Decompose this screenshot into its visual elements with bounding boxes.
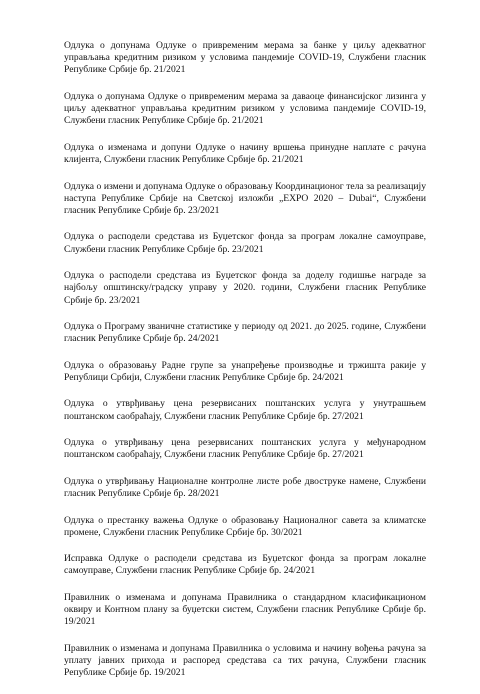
list-item: Одлука о расподели средстава из Буџетског фонда за програм локалне самоуправе, Службени гласник Републике Србије бр. 23/2021 [64, 231, 426, 255]
list-item: Одлука о образовању Радне групе за унапређење производње и тржишта ракије у Републици Србији, Службени гласник Републике Србије бр. 24/2021 [64, 359, 426, 383]
list-item: Одлука о допунама Одлуке о привременим мерама за банке у циљу адекватног управљања кредитним ризиком у условима пандемије COVID-19, Службени гласник Републике Србије бр. 21/2021 [64, 40, 426, 76]
list-item: Правилник о изменама и допунама Правилника о стандардном класификационом оквиру и Контном плану за буџетски систем, Службени гласник Републике Србије бр. 19/2021 [64, 591, 426, 628]
list-item: Одлука о изменама и допуни Одлуке о начину вршења принудне наплате с рачуна клијента, Службени гласник Републике Србије бр. 21/2021 [64, 141, 426, 166]
list-item: Одлука о утврђивању Националне контролне листе робе двоструке намене, Службени гласник Републике Србије бр. 28/2021 [64, 475, 426, 500]
list-item: Одлука о допунама Одлуке о привременим мерама за даваоце финансијског лизинга у циљу адекватног управљања кредитним ризиком у условима пандемије COVID-19, Службени гласник Републике Србије бр. 21/2021 [64, 90, 426, 127]
list-item: Одлука о утврђивању цена резервисаних поштанских услуга у унутрашњем поштанском саобраћају, Службени гласник Републике Србије бр. 27/2021 [64, 398, 426, 422]
entry-list [64, 40, 426, 694]
list-item: Одлука о расподели средстава из Буџетског фонда за доделу годишње награде за најбољу општинску/градску управу у 2020. години, Службени гласник Републике Србије бр. 23/2021 [64, 270, 426, 306]
list-item: Одлука о Програму званичне статистике у периоду од 2021. до 2025. године, Службени гласник Републике Србије бр. 24/2021 [64, 321, 426, 345]
list-item: Одлука о престанку важења Одлуке о образовању Националног савета за климатске промене, Службени гласник Републике Србије бр. 30/2021 [64, 514, 426, 538]
list-item: Одлука о измени и допунама Одлуке о образовању Координационог тела за реализацију наступа Републике Србије на Светској изложби „EXPO 2020 – Dubai“, Службени гласник Републике Србије бр. 23/2021 [64, 180, 426, 216]
list-item: Исправка Одлуке о расподели средстава из Буџетског фонда за програм локалне самоуправе, Службени гласник Републике Србије бр. 24/2021 [64, 553, 426, 577]
list-item: Одлука о утврђивању цена резервисаних поштанских услуга у међународном поштанском саобраћају, Службени гласник Републике Србије бр. 27/2021 [64, 437, 426, 461]
list-item: Правилник о изменама и допунама Правилника о условима и начину вођења рачуна за уплату јавних прихода и распоред средстава са тих рачуна, Службени гласник Републике Србије бр. 19/2021 [64, 642, 426, 679]
